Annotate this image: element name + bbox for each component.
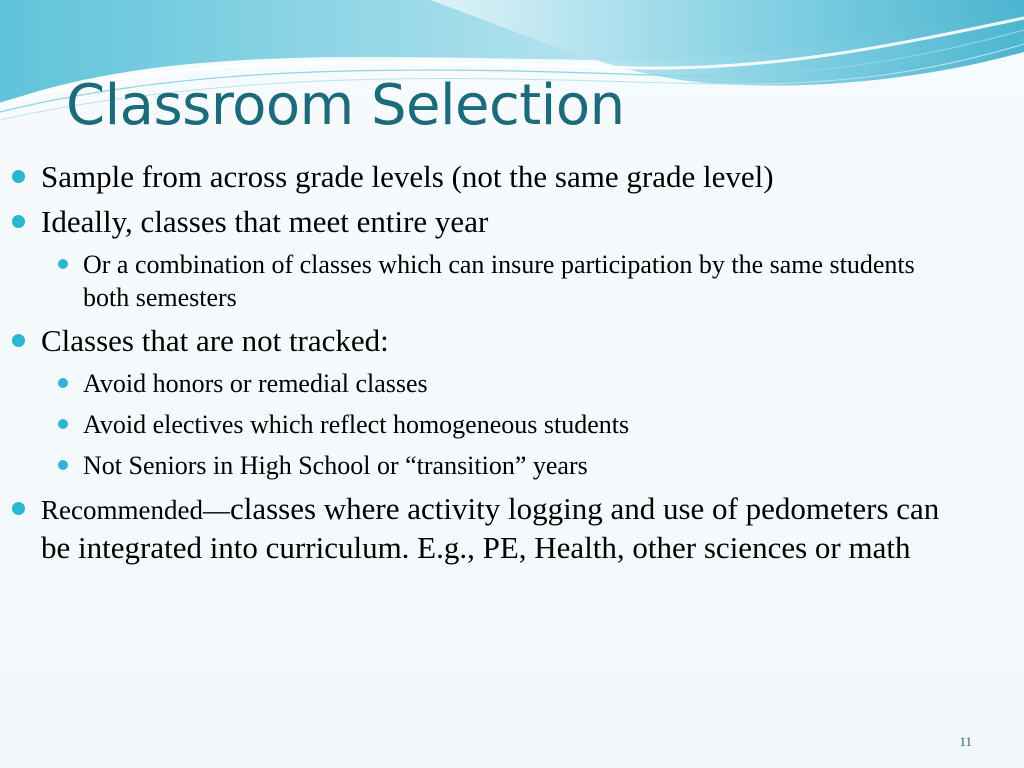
- bullet-dot-icon: [58, 460, 68, 470]
- sub-bullet-item: [12, 248, 942, 314]
- bullet-dot-icon: [12, 502, 25, 515]
- bullet-dot-icon: [12, 334, 25, 347]
- bullet-text: Ideally, classes that meet entire year: [41, 204, 489, 239]
- bullet-item: [12, 203, 942, 240]
- sub-bullet-item: [12, 367, 942, 400]
- sub-bullet-text: Avoid honors or remedial classes: [83, 369, 428, 398]
- bullet-text: Classes that are not tracked:: [41, 323, 389, 358]
- sub-bullet-text: Not Seniors in High School or “transition” years: [83, 451, 588, 480]
- bullet-dot-icon: [12, 215, 25, 228]
- bullet-text: classes where activity logging and use of pedometers can be integrated into curriculum. E.g., PE, Health, other sciences or math: [41, 491, 940, 565]
- sub-bullet-text: Avoid electives which reflect homogeneous students: [83, 410, 630, 439]
- bullet-text: Sample from across grade levels (not the same grade level): [41, 159, 774, 194]
- page-number: 11: [959, 734, 972, 749]
- bullet-dot-icon: [58, 419, 68, 429]
- bullet-prefix-text: Recommended—: [41, 495, 230, 525]
- bullet-list: [12, 158, 942, 574]
- bullet-item: [12, 322, 942, 359]
- bullet-item: [12, 158, 942, 195]
- bullet-item: [12, 490, 942, 566]
- bullet-dot-icon: [58, 259, 68, 269]
- bullet-dot-icon: [58, 378, 68, 388]
- slide-title: Classroom Selection: [66, 73, 625, 138]
- sub-bullet-text: Or a combination of classes which can insure participation by the same students both semesters: [83, 250, 915, 312]
- bullet-dot-icon: [12, 170, 25, 183]
- sub-bullet-item: [12, 449, 942, 482]
- sub-bullet-item: [12, 408, 942, 441]
